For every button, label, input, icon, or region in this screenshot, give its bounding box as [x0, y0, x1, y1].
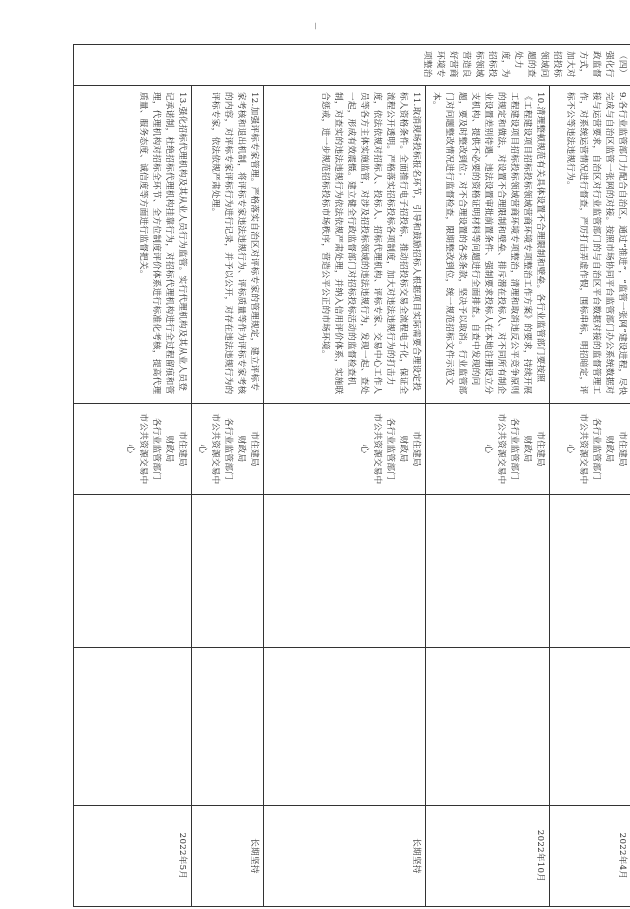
table-row	[426, 45, 550, 907]
empty-cell	[74, 495, 192, 648]
unit-line: 各行业监管部门	[151, 417, 161, 481]
unit-line: 市公共资源交易中心	[565, 413, 588, 485]
empty-cell	[74, 648, 192, 806]
table-row	[74, 45, 192, 907]
task-cell: 13.强化招标代理机构及其从业人员行为监管。实行代理机构及其从业人员登记承诺制，杜绝招标代理机构挂靠行为，对招标代理机构进行全过程留痕和管理，代理机构对招标全环节、全方位制度评价体系进行标准化考核，提高代理质量、服务态度、诚信度等方面进行监督把关。	[74, 86, 192, 404]
rotated-table-container	[100, 44, 630, 896]
unit-line: 各行业监管部门	[385, 417, 395, 481]
unit-line: 各行业监管部门	[223, 417, 233, 481]
empty-cell	[426, 495, 550, 648]
task-cell: 10.清理整顿规范有关具体设置不合理限制和壁垒。各行业监管部门要按照《工程建设项目招标投标领域营商环境专项整治工作方案》的要求，持续开展工程建设项目招标投标领域营商环境专项整治，清理和取消违反公平竞争原则的规定和做法，对设置不合理限制和壁垒、排斥潜在投标人、对不同所有制企业设置差别待遇、违法设置审批前置条件、强制要求投标人在本地注册设立分支机构、提供不必要的资格证明材料等问题进行全面排查。自查中发现的问题，要及时整改到位；对不合理设置的各类条款，坚决予以取消。行业监管部门对问题整改情况进行监督检查，限期整改到位，统一规范招标文件示范文本。	[426, 86, 550, 404]
task-table	[73, 44, 630, 907]
responsible-unit-cell	[264, 404, 426, 495]
unit-line: 各行业监管部门	[591, 417, 601, 481]
deadline-cell: 2022年5月	[74, 806, 192, 907]
empty-cell	[192, 495, 264, 648]
unit-line: 各行业监管部门	[509, 417, 519, 481]
task-cell: 11.取消现场投标报名环节，引导和鼓励招标人根据项目实际需要合理设定投标人资格条件。全面推行电子招投标，推动招投标交易全流程电子化，保证全流程公开透明。严格落实招标投标各项制度，加大对违法违规行为的打击力度，依法依规对招标人、投标人、招标代理机构、评标专家、交易中心工作人员等各方主体实施监管，对涉及招投标领域的违法违规行为，发现一起、查处一起，形成有效震慑。建立健全行政监督部门对招标投标活动的监督检查机制，对查实的违法违规行为依法依规严肃处理，并纳入信用评价体系，实施联合惩戒，进一步规范招标投标市场秩序，营造公平公正的市场环境。	[264, 86, 426, 404]
unit-line: 市公共资源交易中心	[125, 413, 148, 485]
responsible-unit-cell	[550, 404, 630, 495]
empty-cell	[264, 495, 426, 648]
unit-line: 财政局	[398, 435, 408, 463]
unit-line: 市住建局	[177, 431, 187, 467]
empty-cell	[550, 495, 630, 648]
unit-line: 市住建局	[249, 431, 259, 467]
empty-cell	[426, 648, 550, 806]
responsible-unit-cell	[74, 404, 192, 495]
deadline-cell: 长期坚持	[264, 806, 426, 907]
unit-line: 市公共资源交易中心	[483, 413, 506, 485]
table-row	[192, 45, 264, 907]
unit-line: 财政局	[604, 435, 614, 463]
category-cell: （四）强化行政监督方式，加大对招投标领域问题的查处力度，为招标投标领域营造良好营商环境专项整治	[74, 45, 630, 86]
table-row	[550, 45, 630, 907]
unit-line: 市住建局	[617, 431, 627, 467]
deadline-cell: 2022年4月	[550, 806, 630, 907]
task-cell: 9.各行业监管部门力配合自治区，通过“推进”，“监管一张网”建设进程，尽快完成与自治区监管一张网的对接。按照市场协同平台监管部门办公系统数据对接与运营要求，自治区对行业监管部门的与自治区平台数据对接的监督管理工作，对系统运营情况进行督查，严厉打击弄虚作假，围标串标，明招暗定，评标不公等违法违规行为。	[550, 86, 630, 404]
unit-line: 财政局	[236, 435, 246, 463]
table-row	[264, 45, 426, 907]
responsible-unit-cell	[426, 404, 550, 495]
page-mark: —	[311, 22, 320, 30]
deadline-cell: 长期坚持	[192, 806, 264, 907]
unit-line: 市住建局	[411, 431, 421, 467]
unit-line: 财政局	[164, 435, 174, 463]
empty-cell	[264, 648, 426, 806]
empty-cell	[192, 648, 264, 806]
unit-line: 市住建局	[535, 431, 545, 467]
unit-line: 市公共资源交易中心	[197, 413, 220, 485]
task-cell: 12.加强评标专家管理。严格落实自治区对评标专家的管理规定，建立评标专家考核和退出机制，将评标专家违法违规行为、评标质量等作为评标专家考核的内容，对评标专家评标行为进行记录，并予以公开，对存在违法违规行为的评标专家，依法依规严肃处理。	[192, 86, 264, 404]
responsible-unit-cell	[192, 404, 264, 495]
unit-line: 市公共资源交易中心	[359, 413, 382, 485]
deadline-cell: 2022年10月	[426, 806, 550, 907]
empty-cell	[550, 648, 630, 806]
unit-line: 财政局	[522, 435, 532, 463]
